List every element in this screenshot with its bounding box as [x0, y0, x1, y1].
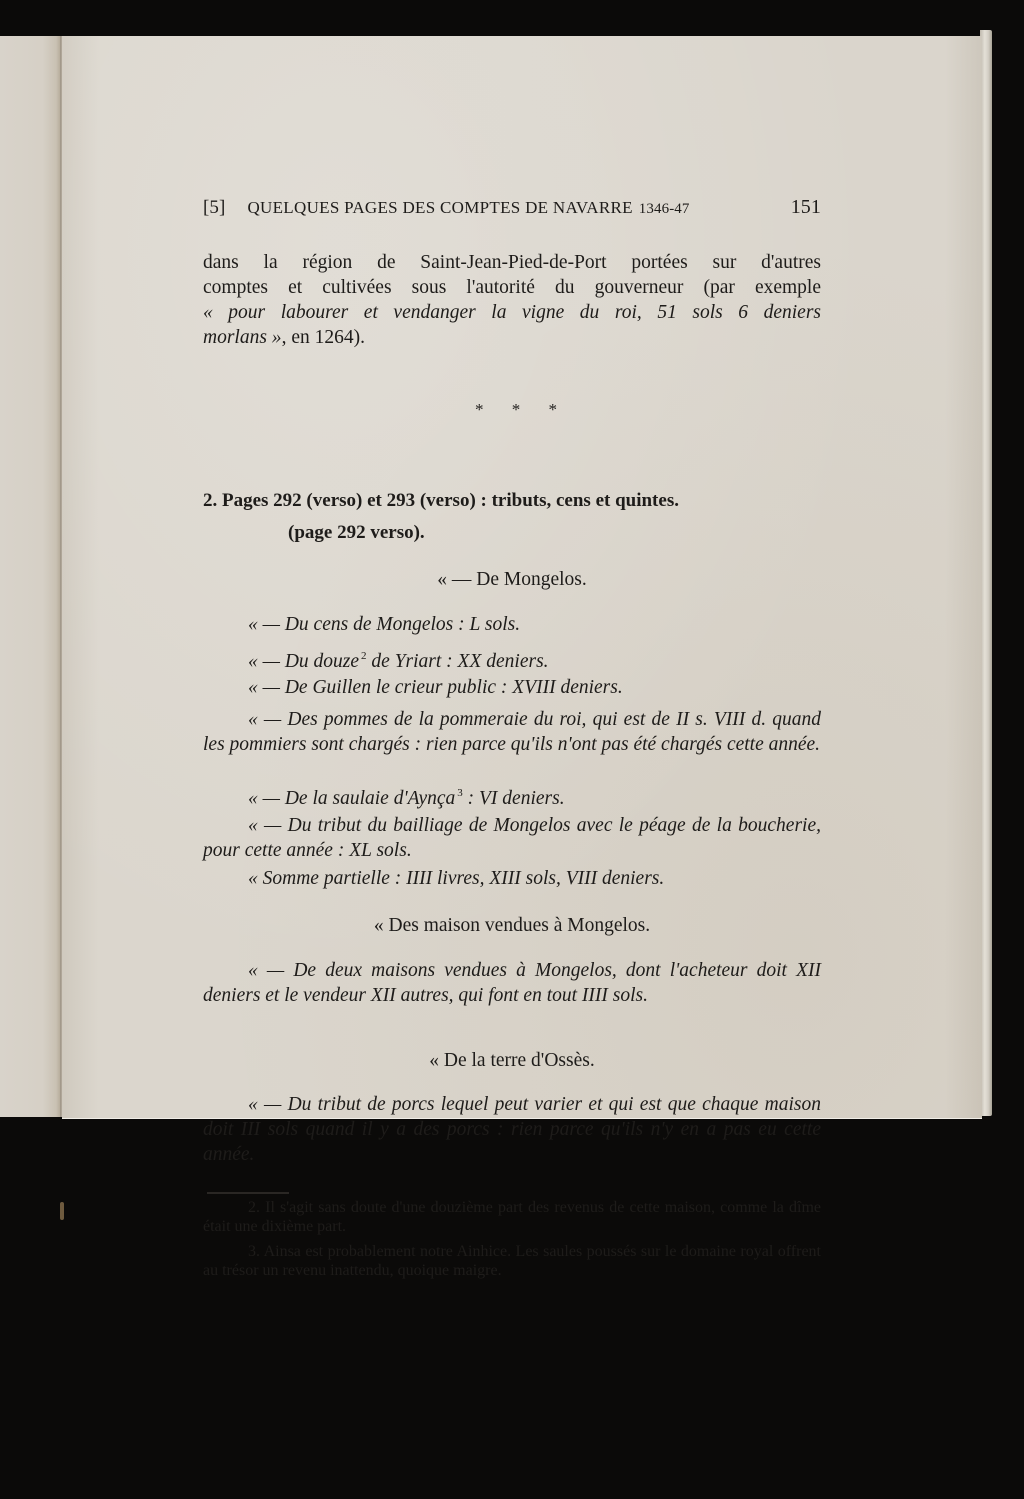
text-line: dans la région de Saint-Jean-Pied-de-Port portées sur d'autres [203, 252, 821, 273]
entry [203, 707, 821, 757]
footnotes [203, 1198, 821, 1280]
section-separator: * * * [475, 400, 569, 419]
text-line [203, 325, 821, 350]
entry [203, 866, 821, 891]
entry-pommes: « — Des pommes de la pommeraie du roi, qui est de II s. VIII d. quand les pommiers sont chargés : rien parce qu'ils n'ont pas été chargés cette année. [203, 709, 821, 755]
entry-guillen: « — De Guillen le crieur public : XVIII deniers. [248, 677, 623, 698]
entry-somme: « Somme partielle : IIII livres, XIII sols, VIII deniers. [248, 868, 665, 889]
entry-deux-maisons: « — De deux maisons vendues à Mongelos, dont l'acheteur doit XII deniers et le vendeur XII autres, qui font en tout IIII sols. [203, 960, 821, 1006]
entry [203, 781, 821, 811]
text-fragment: « — Du douze [248, 651, 360, 672]
text-fragment: « — De la saulaie d'Aynça [248, 788, 456, 809]
section-heading: 2. Pages 292 (verso) et 293 (verso) : tributs, cens et quintes. [203, 490, 679, 511]
entry [203, 644, 821, 674]
entry [203, 813, 821, 863]
entry-saulaie [203, 781, 821, 811]
text-line: « pour labourer et vendanger la vigne du roi, 51 sols 6 deniers [203, 302, 821, 323]
entry-title [203, 569, 821, 591]
page-number: 151 [790, 196, 821, 218]
entry-cens: « — Du cens de Mongelos : L sols. [248, 614, 521, 635]
running-title: QUELQUES PAGES DES COMPTES DE NAVARRE [247, 198, 633, 217]
title-osses: « De la terre d'Ossès. [429, 1050, 595, 1071]
text-line: comptes et cultivées sous l'autorité du gouverneur (par exemple [203, 277, 821, 298]
text-fragment: : VI deniers. [462, 788, 565, 809]
entry [203, 1092, 821, 1167]
entry [203, 612, 821, 637]
section-subheading-block [203, 522, 821, 544]
entry-porcs: « — Du tribut de porcs lequel peut varier et qui est que chaque maison doit III sols quand il y a des porcs : rien parce qu'ils n'y en a pas eu cette année. [203, 1094, 821, 1165]
entry-tribut-bailliage: « — Du tribut du bailliage de Mongelos avec le péage de la boucherie, pour cette année : XL sols. [203, 815, 821, 861]
footnote-2: 2. Il s'agit sans doute d'une douzième part des revenus de cette maison, comme la dîme était une dixième part. [203, 1199, 821, 1235]
intro-paragraph [203, 250, 821, 350]
italic-quote: morlans » [203, 327, 282, 348]
text-fragment: de Yriart : XX deniers. [366, 651, 549, 672]
entry [203, 675, 821, 700]
entry [203, 958, 821, 1008]
footnote-ref[interactable]: 3 [457, 787, 463, 799]
footnote-ref[interactable]: 2 [361, 650, 367, 662]
running-title-years: 1346-47 [638, 201, 690, 217]
page-stain [60, 1202, 64, 1220]
footnote-3: 3. Ainsa est probablement notre Ainhice. Les saules poussés sur le domaine royal offrent au trésor un revenu inattendu, quoique maigre. [203, 1243, 821, 1279]
facing-page-edge [0, 36, 61, 1117]
section-subheading: (page 292 verso). [288, 522, 425, 543]
title-maisons: « Des maison vendues à Mongelos. [373, 915, 651, 936]
entry-douze [203, 644, 821, 674]
title-mongelos: « — De Mongelos. [437, 569, 587, 590]
entry-title [203, 1050, 821, 1072]
text-fragment: , en 1264). [281, 327, 365, 348]
section-heading-block [203, 490, 821, 512]
running-head [203, 196, 821, 219]
section-number: [5] [203, 197, 226, 218]
footnote-divider [207, 1192, 289, 1194]
entry-title [203, 915, 821, 937]
